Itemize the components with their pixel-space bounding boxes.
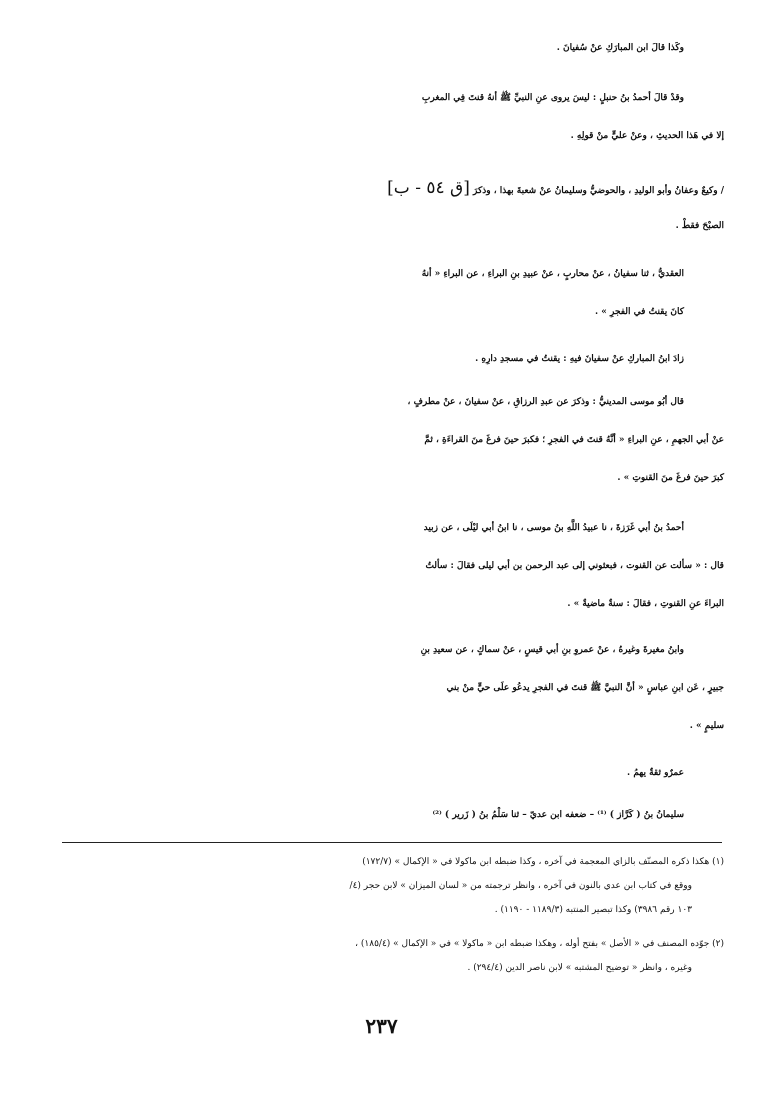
text-line: وابنُ مغيرةَ وغيرهُ ، عنْ عمروِ بنِ أبي قيسٍ ، عنْ سماكٍ ، عن سعيدِ بنِ xyxy=(420,645,684,655)
text-line: قال : « سألت عن القنوت ، فبعثوني إلى عبد الرحمن بن أبي ليلى فقالَ : سألتُ xyxy=(425,561,724,571)
paragraph xyxy=(62,754,724,792)
text-line: جبيرٍ ، عَن ابنِ عباسٍ « أنَّ النبيَّ ﷺ قنتَ في الفجرِ يدعُو علَى حيٍّ منْ بني xyxy=(446,683,724,693)
page-number: ٢٣٧ xyxy=(365,1014,398,1038)
text-line: قال أبُو موسى المدينيُّ : وذكرَ عن عبدِ الرزاقِ ، عنْ سفيانَ ، عنْ مطرفٍ ، xyxy=(407,397,684,407)
text-line: عنْ أبي الجهمِ ، عنِ البراءِ « أنَّهُ قنتَ في الفجرِ ؛ فكبرَ حينَ فرغَ منَ القراءَةِ ، ثمَّ xyxy=(424,435,724,445)
text-line xyxy=(62,169,724,207)
paragraph xyxy=(62,79,724,155)
paragraph xyxy=(62,340,724,378)
text-line: الصبْحَ فقطْ . xyxy=(675,221,724,231)
text-line: وكَذا قالَ ابن المبارَكِ عنْ سُفيانَ . xyxy=(556,43,684,53)
text-line: زادَ ابنُ المباركِ عنْ سفيانَ فيهِ : يقنتُ في مسجدِ دارِهِ . xyxy=(475,354,684,364)
footnote-line: (١) هكذا ذكره المصنّف بالزاي المعجمة في آخره ، وكذا ضبطه ابن ماكولا في « الإكمال » (١٧٢/٧) xyxy=(362,857,724,867)
text-line: إلا في هَذا الحديثِ ، وعنْ عليٍّ منْ قولِهِ . xyxy=(570,131,724,141)
text-line: سليمٍ » . xyxy=(689,721,724,731)
manuscript-folio-ref: [ق ٥٤ - ب] xyxy=(387,178,470,198)
text-line: كانَ يقنتُ في الفجرِ » . xyxy=(594,307,684,317)
footnote-line: ووقع في كتاب ابن عدي بالنون في آخره ، وانظر ترجمته من « لسان الميزان » لابن حجر (٤/ xyxy=(349,881,692,891)
footnote-line: ١٠٣ رقم ٣٩٨٦) وكذا تبصير المنتبه (١١٨٩/٣ - ١١٩٠) . xyxy=(494,905,692,915)
footnote-line: (٢) جوّده المصنف في « الأصل » بفتح أوله ، وهكذا ضبطه ابن « ماكولا » في « الإكمال » (١٨٥/٤) ، xyxy=(355,939,724,949)
footnote-divider xyxy=(62,842,722,843)
paragraph xyxy=(62,255,724,331)
paragraph xyxy=(62,631,724,745)
paragraph xyxy=(62,169,724,245)
footnote xyxy=(62,932,724,980)
paragraph xyxy=(62,383,724,497)
footnote xyxy=(62,850,724,922)
footnote-line: وغيره ، وانظر « توضيح المشتبه » لابن ناصر الدين (٢٩٤/٤) . xyxy=(467,963,692,973)
paragraph xyxy=(62,29,724,67)
text-line: سليمانُ بنُ ( كَرَّاز ) ⁽¹⁾ – ضعفه ابن عديّ – ثنا سَلْمُ بنُ ( زَرير ) ⁽²⁾ xyxy=(432,810,684,820)
text-line-content: / وكيعٌ وعفانُ وأبو الوليدِ ، والحوضيُّ وسليمانُ عنْ شعبةَ بهذا ، وذكرَ xyxy=(473,186,724,196)
text-line: عمرٌو ثقةٌ يهمُ . xyxy=(627,768,684,778)
text-line: كبرَ حينَ فرغَ منَ القنوتِ » . xyxy=(617,473,724,483)
text-line: العقديُّ ، ثنا سفيانُ ، عنْ محاربٍ ، عنْ عبيدِ بنِ البراءِ ، عن البراءِ « أنهُ xyxy=(421,269,684,279)
paragraph xyxy=(62,796,724,834)
text-line: وقدْ قالَ أحمدُ بنُ حنبلٍ : ليسَ يروى عنِ النبيِّ ﷺ أنهُ قنتَ فِي المغربِ xyxy=(421,93,684,103)
text-line: أحمدُ بنُ أبي غَرَزةَ ، نا عبيدُ اللَّهِ بنُ موسى ، نا ابنُ أبي ليْلَى ، عن زبيد xyxy=(423,523,684,533)
text-line: البراءَ عنِ القنوتِ ، فقالَ : سنةٌ ماضيةٌ » . xyxy=(567,599,724,609)
paragraph xyxy=(62,509,724,623)
